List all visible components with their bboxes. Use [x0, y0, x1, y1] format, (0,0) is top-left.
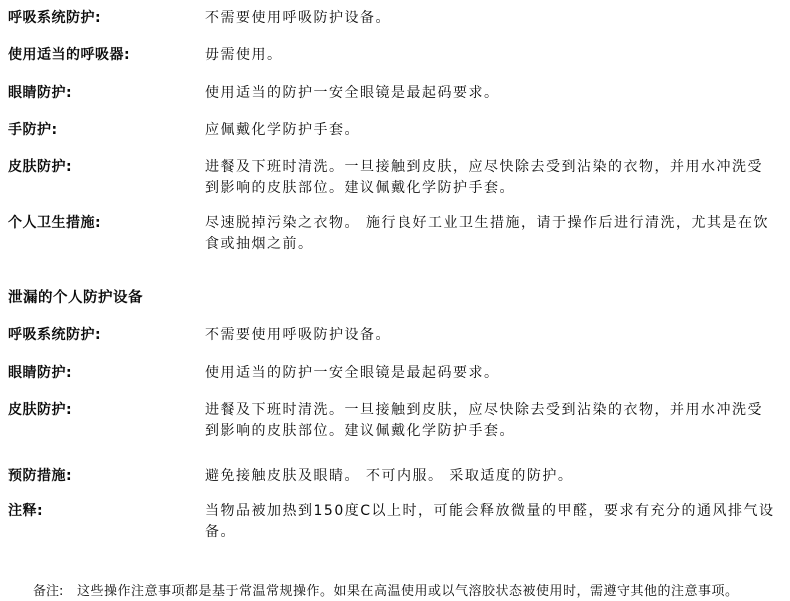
field-label: 呼吸系统防护: — [8, 10, 102, 26]
field-value: 尽速脱掉污染之衣物。 施行良好工业卫生措施，请于操作后进行清洗，尤其是在饮食或抽烟之前。 — [205, 215, 769, 252]
row-eye-protection — [8, 83, 786, 104]
row-notes — [8, 501, 786, 543]
row-respiratory-protection — [8, 8, 786, 29]
field-value: 进餐及下班时清洗。一旦接触到皮肤，应尽快除去受到沾染的衣物，并用水冲洗受到影响的皮肤部位。建议佩戴化学防护手套。 — [205, 159, 763, 196]
field-label: 手防护: — [8, 122, 58, 138]
field-value: 不需要使用呼吸防护设备。 — [205, 10, 391, 26]
remark-row — [8, 583, 786, 601]
field-value: 毋需使用。 — [205, 47, 283, 63]
field-label: 个人卫生措施: — [8, 215, 102, 231]
field-value: 使用适当的防护一安全眼镜是最起码要求。 — [205, 85, 500, 101]
field-label: 注释: — [8, 503, 44, 519]
field-value: 使用适当的防护一安全眼镜是最起码要求。 — [205, 365, 500, 381]
row-respiratory-protection-spill — [8, 325, 786, 346]
field-label: 眼睛防护: — [8, 85, 73, 101]
row-eye-protection-spill — [8, 363, 786, 384]
field-value: 应佩戴化学防护手套。 — [205, 122, 360, 138]
row-personal-hygiene — [8, 213, 786, 255]
spill-ppe-heading: 泄漏的个人防护设备 — [8, 290, 143, 306]
field-value: 不需要使用呼吸防护设备。 — [205, 327, 391, 343]
field-label: 呼吸系统防护: — [8, 327, 102, 343]
row-skin-protection — [8, 157, 786, 199]
field-value: 避免接触皮肤及眼睛。 不可内服。 采取适度的防护。 — [205, 468, 574, 484]
field-label: 预防措施: — [8, 468, 73, 484]
field-value: 进餐及下班时清洗。一旦接触到皮肤，应尽快除去受到沾染的衣物，并用水冲洗受到影响的皮肤部位。建议佩戴化学防护手套。 — [205, 402, 763, 439]
row-skin-protection-spill — [8, 400, 786, 442]
field-label: 皮肤防护: — [8, 402, 73, 418]
field-label: 皮肤防护: — [8, 159, 73, 175]
field-value: 当物品被加热到150度C以上时，可能会释放微量的甲醛，要求有充分的通风排气设备。 — [205, 503, 775, 540]
remark-value: 这些操作注意事项都是基于常温常规操作。如果在高温使用或以气溶胶状态被使用时，需遵守其他的注意事项。 — [77, 584, 739, 599]
row-precautions — [8, 466, 786, 487]
row-hand-protection — [8, 120, 786, 141]
row-respirator — [8, 45, 786, 66]
remark-label: 备注: — [33, 584, 64, 599]
field-label: 使用适当的呼吸器: — [8, 47, 131, 63]
field-label: 眼睛防护: — [8, 365, 73, 381]
